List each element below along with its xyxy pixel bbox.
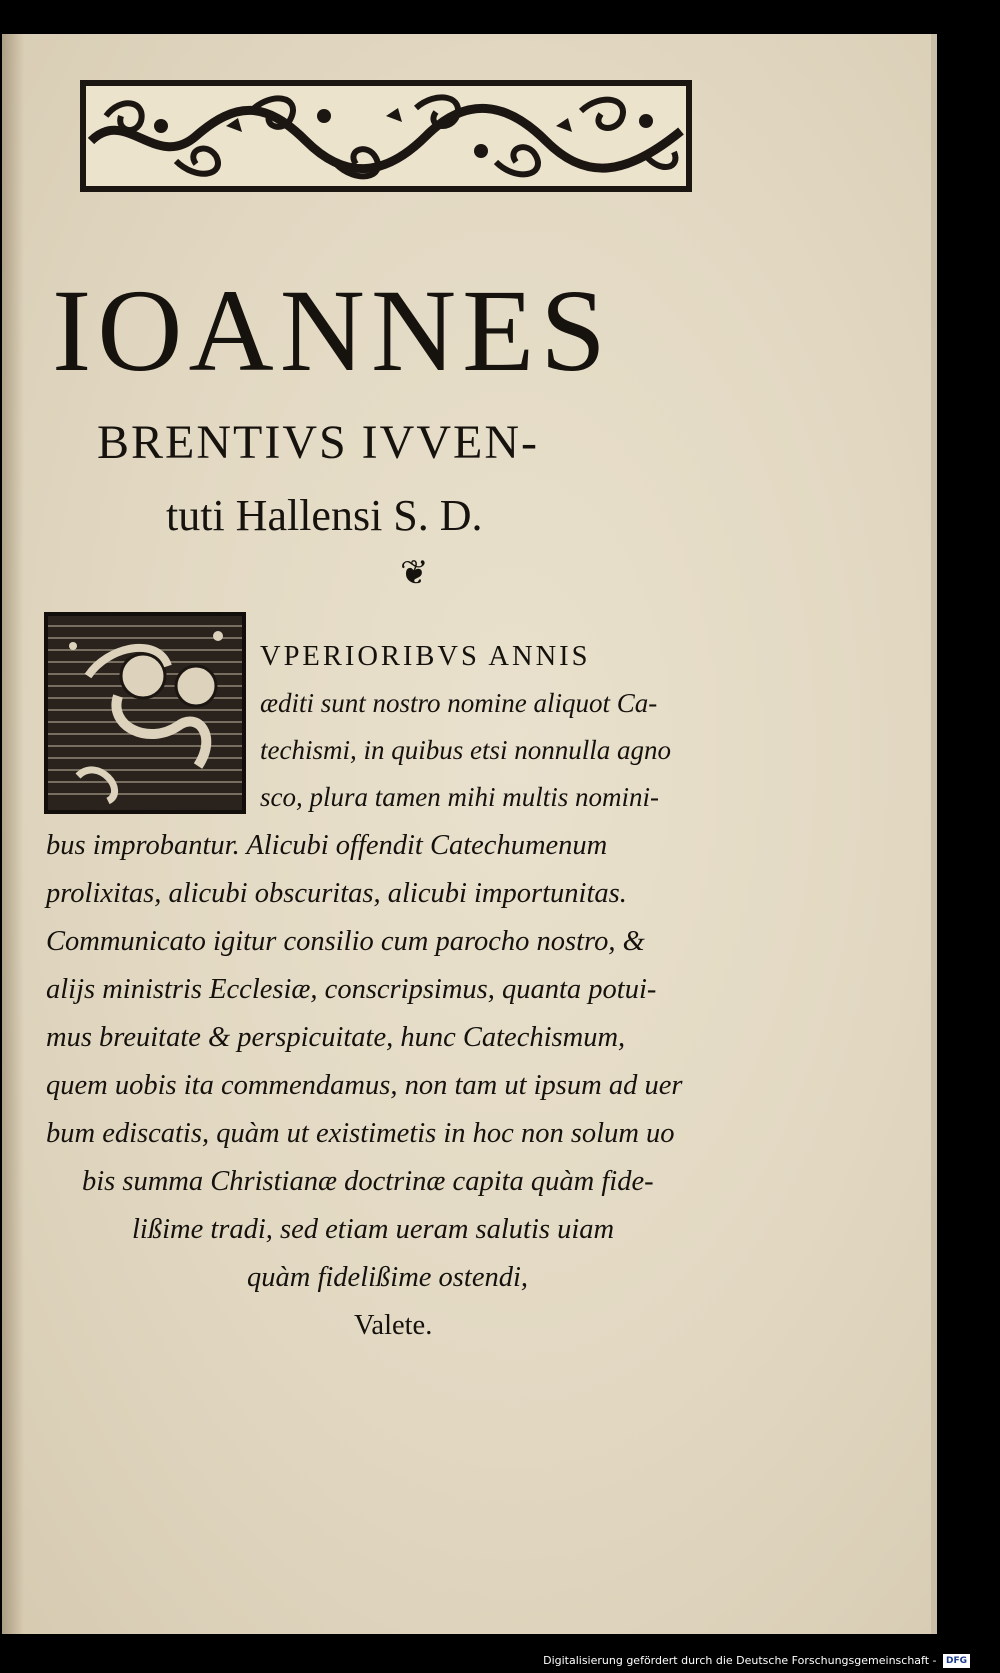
headpiece-foliage-icon [86,86,686,186]
drop-cap-putto-icon [48,616,242,810]
title-subtitle-line-1: BRENTIVS IVVEN- [97,416,539,469]
text-line: æditi sunt nostro nomine aliquot Ca- [260,688,658,718]
text-line: bus improbantur. Alicubi offendit Catechumenum [46,830,608,861]
text-line: prolixitas, alicubi obscuritas, alicubi importunitas. [46,878,627,909]
book-page [2,34,937,1634]
text-line: quem uobis ita commendamus, non tam ut ipsum ad uer [46,1070,683,1101]
text-line: bis summa Christianæ doctrinæ capita quàm fide- [82,1166,654,1197]
text-line-first: VPERIORIBVS ANNIS [260,641,591,672]
text-line: quàm fidelißime ostendi, [247,1262,529,1293]
digitization-credit [543,1654,970,1668]
title-subtitle-line-2: tuti Hallensi S. D. [166,491,483,540]
text-line: alijs ministris Ecclesiæ, conscripsimus, quanta potui- [46,974,657,1005]
page-gutter-shadow [2,34,24,1634]
closing-valete: Valete. [354,1310,433,1341]
page-title: IOANNES [52,265,612,396]
woodcut-headpiece [80,80,692,192]
text-line: mus breuitate & perspicuitate, hunc Catechismum, [46,1022,626,1053]
text-line: lißime tradi, sed etiam ueram salutis uiam [132,1214,615,1245]
text-line: bum ediscatis, quàm ut existimetis in hoc non solum uo [46,1118,675,1149]
text-line: sco, plura tamen mihi multis nomini- [260,782,659,812]
drop-cap-woodcut [44,612,246,814]
text-line: techismi, in quibus etsi nonnulla agno [260,735,671,765]
fleuron-icon: ❦ [400,553,429,593]
text-line: Communicato igitur consilio cum parocho nostro, & [46,926,645,957]
dfg-logo-icon: DFG [943,1654,970,1668]
credit-text: Digitalisierung gefördert durch die Deutsche Forschungsgemeinschaft - [543,1654,937,1667]
